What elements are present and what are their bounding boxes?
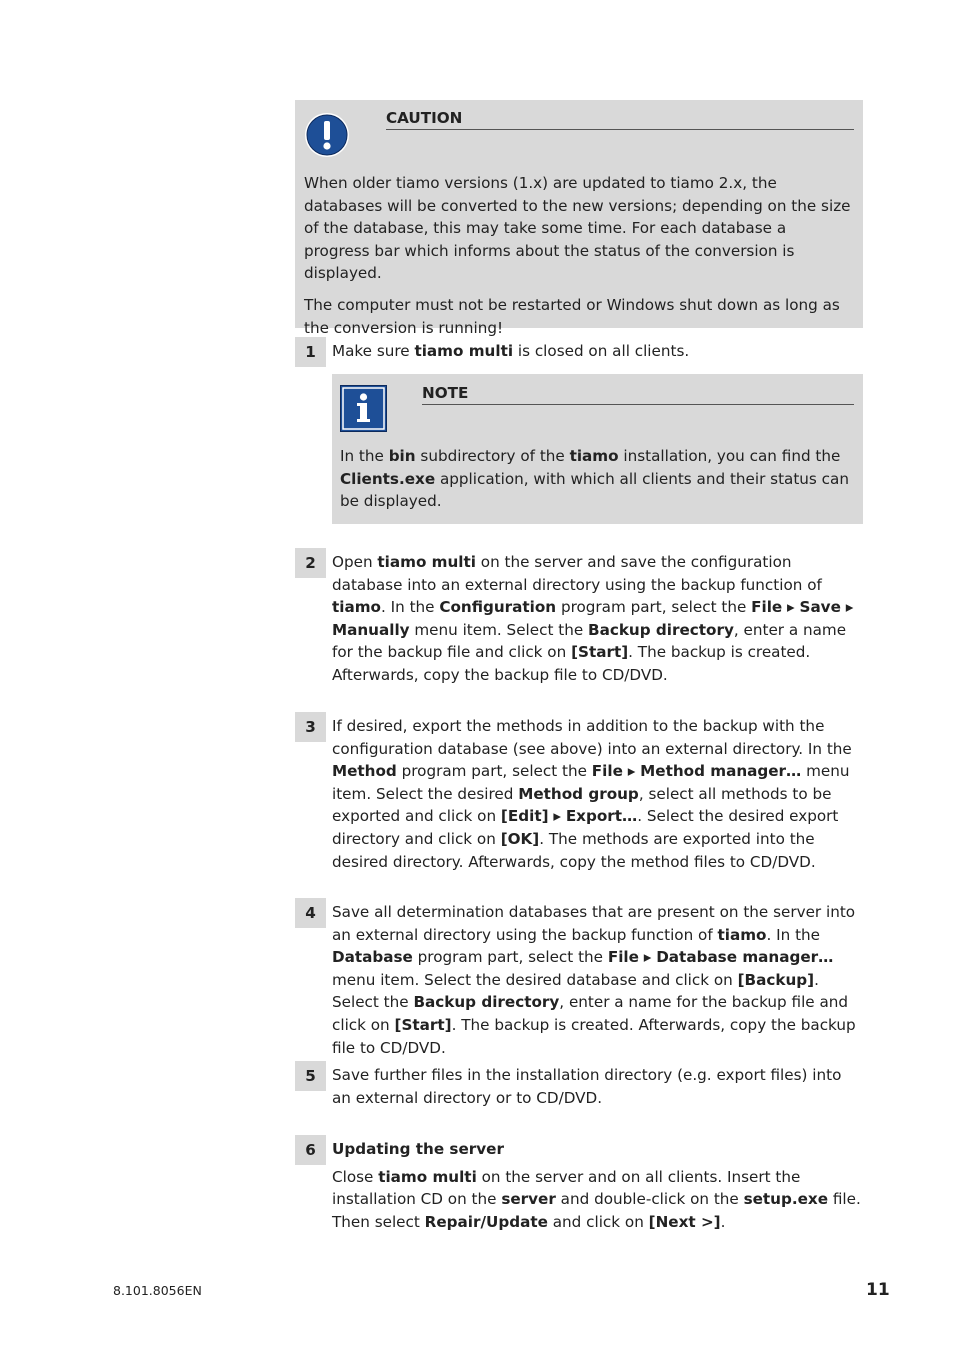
step-number: 2	[295, 548, 326, 578]
step-text: Close tiamo multi on the server and on all clients. Insert the installation CD on the server and double-click on the setup.exe file. Then select Repair/Update and click on [Next >].	[332, 1167, 861, 1231]
step-heading: Updating the server	[332, 1140, 504, 1158]
caution-paragraph-1: When older tiamo versions (1.x) are updated to tiamo 2.x, the databases will be converted to the new versions; depending on the size of the database, this may take some time. For each database a progress bar which informs about the status of the conversion is displayed.	[304, 174, 851, 283]
step-text: If desired, export the methods in addition to the backup with the configuration database (see above) into an external directory. In the Method program part, select the File ▸ Method manager… menu item. Select the desired Method group, select all methods to be exported and click on [Edit] ▸ Export…. Select the desired export directory and click on [OK]. The methods are exported into the desired directory. Afterwards, copy the method files to CD/DVD.	[332, 717, 852, 871]
step-text: Open tiamo multi on the server and save the configuration database into an external directory using the backup function of tiamo. In the Configuration program part, select the File ▸ Save ▸ Manually menu item. Select the Backup directory, enter a name for the backup file and click on [Start]. The backup is created. Afterwards, copy the backup file to CD/DVD.	[332, 553, 854, 684]
step-number: 4	[295, 898, 326, 928]
caution-box	[295, 100, 863, 337]
step-number: 1	[295, 337, 326, 367]
note-text: In the bin subdirectory of the tiamo installation, you can find the Clients.exe application, with which all clients and their status can be displayed.	[340, 447, 849, 511]
info-icon	[340, 385, 387, 432]
step-text: Save all determination databases that are present on the server into an external directory using the backup function of tiamo. In the Database program part, select the File ▸ Database manager… menu item. Select the desired database and click on [Backup]. Select the Backup directory, enter a name for the backup file and click on [Start]. The backup is created. Afterwards, copy the backup file to CD/DVD.	[332, 903, 856, 1057]
page-number: 11	[866, 1280, 890, 1300]
step-text: Save further files in the installation directory (e.g. export files) into an external directory or to CD/DVD.	[332, 1066, 842, 1107]
step-text: Make sure tiamo multi is closed on all clients.	[332, 342, 690, 360]
step-block	[332, 1138, 864, 1233]
note-heading: NOTE	[422, 383, 854, 405]
step-number: 5	[295, 1061, 326, 1091]
caution-paragraph-2: The computer must not be restarted or Windows shut down as long as the conversion is running!	[304, 295, 840, 337]
note-box	[332, 374, 863, 524]
step-number: 6	[295, 1135, 326, 1165]
caution-heading: CAUTION	[386, 108, 854, 130]
step-number: 3	[295, 712, 326, 742]
exclamation-icon	[304, 112, 350, 158]
document-code: 8.101.8056EN	[113, 1283, 202, 1298]
